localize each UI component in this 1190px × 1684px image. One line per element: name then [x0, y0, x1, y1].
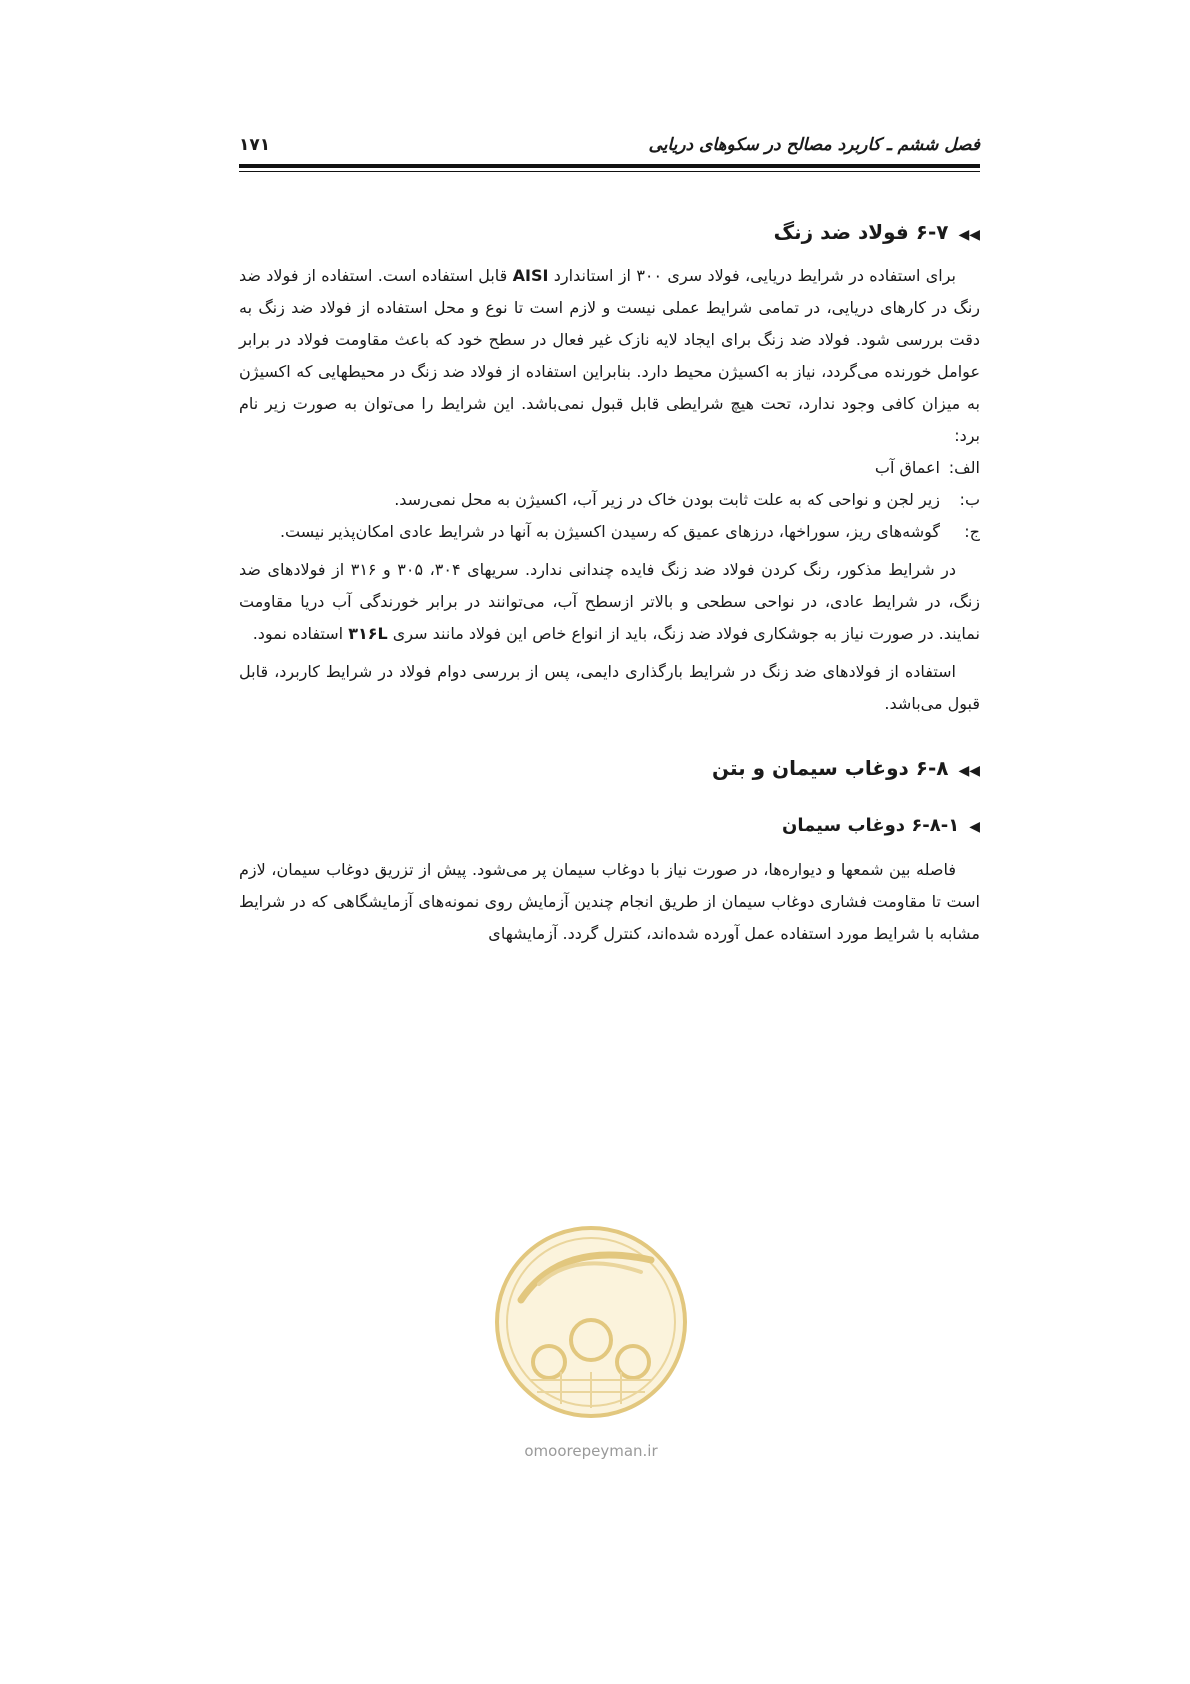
section-heading-grout-concrete [239, 746, 980, 790]
chapter-title: فصل ششم ـ کاربرد مصالح در سکوهای دریایی [648, 135, 980, 155]
conditions-list [239, 452, 980, 548]
page-body [239, 210, 980, 950]
standard-code: AISI [512, 266, 549, 285]
watermark-url: omoorepeyman.ir [524, 1442, 658, 1460]
arrow-icon: ◀ [969, 819, 980, 835]
header-rule-thin [239, 171, 980, 172]
list-item-label: ب: [959, 490, 980, 509]
section-heading-stainless-steel [239, 210, 980, 254]
double-arrow-icon: ◀◀ [958, 763, 980, 779]
text-run: استفاده نمود. [252, 624, 344, 643]
paragraph-cement-grout: فاصله بین شمعها و دیواره‌ها، در صورت نیاز با دوغاب سیمان پر می‌شود. پیش از تزریق دوغاب سیمان، لازم است تا مقاومت فشاری دوغاب سیمان از طریق انجام چندین آزمایش روی نمونه‌های آزمایشگاهی که در شرایط مشابه با شرایط مورد استفاده عمل آورده شده‌اند، کنترل گردد. آزمایشهای [239, 860, 980, 943]
list-item-label: الف: [948, 458, 980, 477]
double-arrow-icon: ◀◀ [958, 227, 980, 243]
list-item-text: گوشه‌های ریز، سوراخها، درزهای عمیق که رسیدن اکسیژن به آنها در شرایط عادی امکان‌پذیر نیست. [279, 522, 940, 541]
paragraph-painting-series [239, 554, 980, 650]
text-run: قابل استفاده است. استفاده از فولاد ضد رنگ در کارهای دریایی، در تمامی شرایط عملی نیست و لازم است تا نوع و محل استفاده از فولاد ضد زنگ به دقت بررسی شود. فولاد ضد زنگ برای ایجاد لایه نازک غیر فعال در سطح خود که باعث مقاومت فولاد در برابر عوامل خورنده می‌گردد، نیاز به اکسیژن محیط دارد. بنابراین استفاده از فولاد ضد زنگ در محیطهایی که اکسیژن به میزان کافی وجود ندارد، تحت هیچ شرایطی قابل قبول نمی‌باشد. این شرایط را می‌توان به صورت زیر نام برد: [239, 266, 980, 445]
paragraph-permanent-loading: استفاده از فولادهای ضد زنگ در شرایط بارگذاری دایمی، پس از بررسی دوام فولاد در شرایط کاربرد، قابل قبول می‌باشد. [239, 662, 980, 713]
watermark-logo-icon [491, 1222, 691, 1422]
running-header [239, 130, 980, 160]
header-rule-thick [239, 164, 980, 168]
list-item [239, 516, 980, 548]
section-heading-text: ۶-۷ فولاد ضد زنگ [773, 220, 949, 244]
series-code: ۳۱۶L [348, 624, 388, 643]
list-item [239, 484, 980, 516]
subsection-heading-text: ۶-۸-۱ دوغاب سیمان [781, 815, 960, 836]
text-run: در شرایط مذکور، رنگ کردن فولاد ضد زنگ فایده چندانی ندارد. سریهای ۳۰۴، ۳۰۵ و ۳۱۶ از فولادهای ضد زنگ، در شرایط عادی، در نواحی سطحی و بالاتر ازسطح آب، می‌توانند در برابر خورندگی آب دریا مقاومت نمایند. در صورت نیاز به جوشکاری فولاد ضد زنگ، باید از انواع خاص این فولاد مانند سری [239, 560, 980, 643]
list-item-text: اعماق آب [874, 458, 940, 477]
paragraph-stainless-intro [239, 260, 980, 452]
subsection-heading-cement-grout [239, 804, 980, 848]
page-number: ۱۷۱ [239, 135, 271, 155]
list-item [239, 452, 980, 484]
text-run: برای استفاده در شرایط دریایی، فولاد سری ۳۰۰ از استاندارد [553, 266, 957, 285]
list-item-label: ج: [964, 522, 980, 541]
list-item-text: زیر لجن و نواحی که به علت ثابت بودن خاک در زیر آب، اکسیژن به محل نمی‌رسد. [394, 490, 940, 509]
section-heading-text: ۶-۸ دوغاب سیمان و بتن [711, 756, 949, 780]
